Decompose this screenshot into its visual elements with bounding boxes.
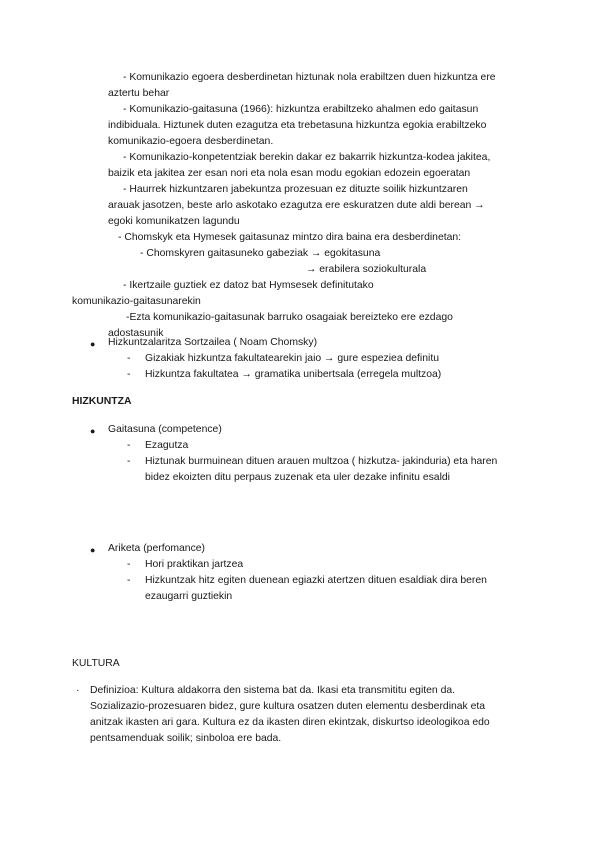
intro-line-14: - Ikertzaile guztiek ez datoz bat Hymsesek definitutako (123, 280, 374, 291)
dash-marker: - (127, 369, 131, 380)
ariketa-item-2-line-2: ezaugarri guztiekin (145, 591, 233, 602)
intro-line-4: indibiduala. Hiztunek duten ezagutza eta trebetasuna hizkuntza egokia erabiltzeko (108, 120, 487, 131)
heading-kultura: KULTURA (72, 658, 120, 669)
section1-item-2: Hizkuntza fakultatea → gramatika unibertsala (erregela multzoa) (145, 369, 442, 380)
gaitasuna-item-1: Ezagutza (145, 440, 189, 451)
intro-line-10: egoki komunikatzen lagundu (108, 216, 240, 227)
kultura-line-4: pentsamenduak soilik; sinboloa ere bada. (90, 733, 282, 744)
dash-marker: - (127, 575, 131, 586)
intro-line-12: - Chomskyren gaitasuneko gabeziak → egokitasuna (140, 248, 381, 259)
intro-line-2: aztertu behar (108, 88, 170, 99)
dash-marker: - (127, 440, 131, 451)
kultura-line-2: Sozializazio-prozesuaren bidez, gure kultura osatzen duten elementu desberdinak eta (90, 701, 486, 712)
intro-line-16: -Ezta komunikazio-gaitasunak barruko osagaiak bereizteko ere ezdago (126, 312, 453, 323)
intro-line-11: - Chomskyk eta Hymesek gaitasunaz mintzo dira baina era desberdinetan: (118, 232, 462, 243)
intro-line-6: - Komunikazio-konpetentziak berekin dakar ez bakarrik hizkuntza-kodea jakitea, (123, 152, 491, 163)
section1-bullet: Hizkuntzalaritza Sortzailea ( Noam Chomsky) (108, 337, 318, 348)
intro-line-5: komunikazio-egoera desberdinetan. (108, 136, 274, 147)
intro-line-17: adostasunik (108, 328, 164, 339)
intro-line-15: komunikazio-gaitasunarekin (72, 296, 201, 307)
dash-marker: - (127, 353, 131, 364)
dash-marker: - (127, 559, 131, 570)
kultura-line-3: anitzak ikasten ari gara. Kultura ez da ikasten diren ekintzak, diskurtso ideologikoa edo (90, 717, 490, 728)
ariketa-item-2-line-1: Hizkuntzak hitz egiten duenean egiazki atertzen dituen esaldiak dira beren (145, 575, 487, 586)
bullet-dot-icon: ● (90, 339, 96, 349)
heading-hizkuntza: HIZKUNTZA (72, 396, 132, 407)
bullet-dot-icon: ● (90, 426, 96, 436)
section1-item-1: Gizakiak hizkuntza fakultatearekin jaio → gure espeziea definitu (145, 353, 439, 364)
intro-line-13: → erabilera soziokulturala (306, 264, 427, 275)
intro-line-3: - Komunikazio-gaitasuna (1966): hizkuntza erabiltzeko ahalmen edo gaitasun (123, 104, 479, 115)
intro-line-9: arauak jasotzen, beste arlo askotako ezagutza ere eskuratzen dute aldi berean → (108, 200, 485, 211)
ariketa-item-1: Hori praktikan jartzea (145, 559, 244, 570)
gaitasuna-item-2-line-1: Hiztunak burmuinean dituen arauen multzoa ( hizkutza- jakinduria) eta haren (145, 456, 498, 467)
bullet-dot-icon: ● (90, 545, 96, 555)
kultura-line-1: Definizioa: Kultura aldakorra den sistema bat da. Ikasi eta transmititu egiten da. (90, 685, 456, 696)
intro-line-1: - Komunikazio egoera desberdinetan hiztunak nola erabiltzen duen hizkuntza ere (123, 72, 496, 83)
ariketa-bullet: Ariketa (perfomance) (108, 543, 206, 554)
intro-line-8: - Haurrek hizkuntzaren jabekuntza prozesuan ez dituzte soilik hizkuntzaren (123, 184, 468, 195)
gaitasuna-item-2-line-2: bidez ekoizten ditu perpaus zuzenak eta uler dezake infinitu esaldi (145, 472, 450, 483)
gaitasuna-bullet: Gaitasuna (competence) (108, 424, 222, 435)
dash-marker: - (127, 456, 131, 467)
kultura-marker: · (76, 685, 80, 696)
intro-line-7: baizik eta jakitea zer esan nori eta nola esan modu egokian edozein egoeratan (108, 168, 471, 179)
